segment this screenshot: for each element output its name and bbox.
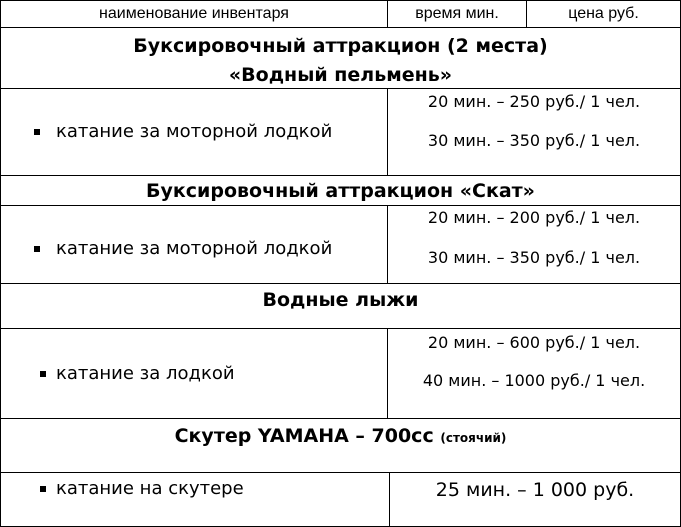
bullet-icon — [34, 246, 40, 252]
rule-section4-title-bottom — [0, 472, 681, 473]
section4-price: 25 мин. – 1 000 руб. — [435, 479, 635, 501]
bullet-icon — [40, 486, 46, 492]
section2-price2: 30 мин. – 350 руб./ 1 чел. — [427, 248, 641, 267]
rule-top — [0, 0, 681, 1]
header-price: цена руб. — [568, 5, 639, 22]
section3-price1: 20 мин. – 600 руб./ 1 чел. — [427, 333, 641, 352]
rule-section3-title-bottom — [0, 328, 681, 329]
rule-header-bottom — [0, 27, 681, 28]
header-name: наименование инвентаря — [99, 5, 289, 22]
section1-price1: 20 мин. – 250 руб./ 1 чел. — [427, 92, 641, 111]
bullet-icon — [34, 129, 40, 135]
bullet-icon — [40, 371, 46, 377]
header-time: время мин. — [415, 5, 499, 22]
section3-title: Водные лыжи — [262, 289, 419, 311]
section4-title-small: (стоячий) — [440, 431, 507, 445]
section3-price2: 40 мин. – 1000 руб./ 1 чел. — [422, 371, 646, 390]
section1-item: катание за моторной лодкой — [56, 121, 333, 142]
section1-title-line1: Буксировочный аттракцион (2 места) — [133, 35, 548, 57]
rule-section2-bottom — [0, 283, 681, 284]
section4-title — [0, 421, 681, 453]
section4-item: катание на скутере — [56, 478, 244, 499]
section4-title-main: Скутер YAMAHA – 700cc — [174, 425, 434, 447]
section2-item: катание за моторной лодкой — [56, 238, 333, 259]
section1-title-line2: «Водный пельмень» — [228, 64, 453, 86]
section2-price1: 20 мин. – 200 руб./ 1 чел. — [427, 208, 641, 227]
section3-item: катание за лодкой — [56, 363, 235, 384]
section1-price2: 30 мин. – 350 руб./ 1 чел. — [427, 131, 641, 150]
rule-section3-bottom — [0, 418, 681, 419]
section2-title: Буксировочный аттракцион «Скат» — [146, 180, 535, 202]
